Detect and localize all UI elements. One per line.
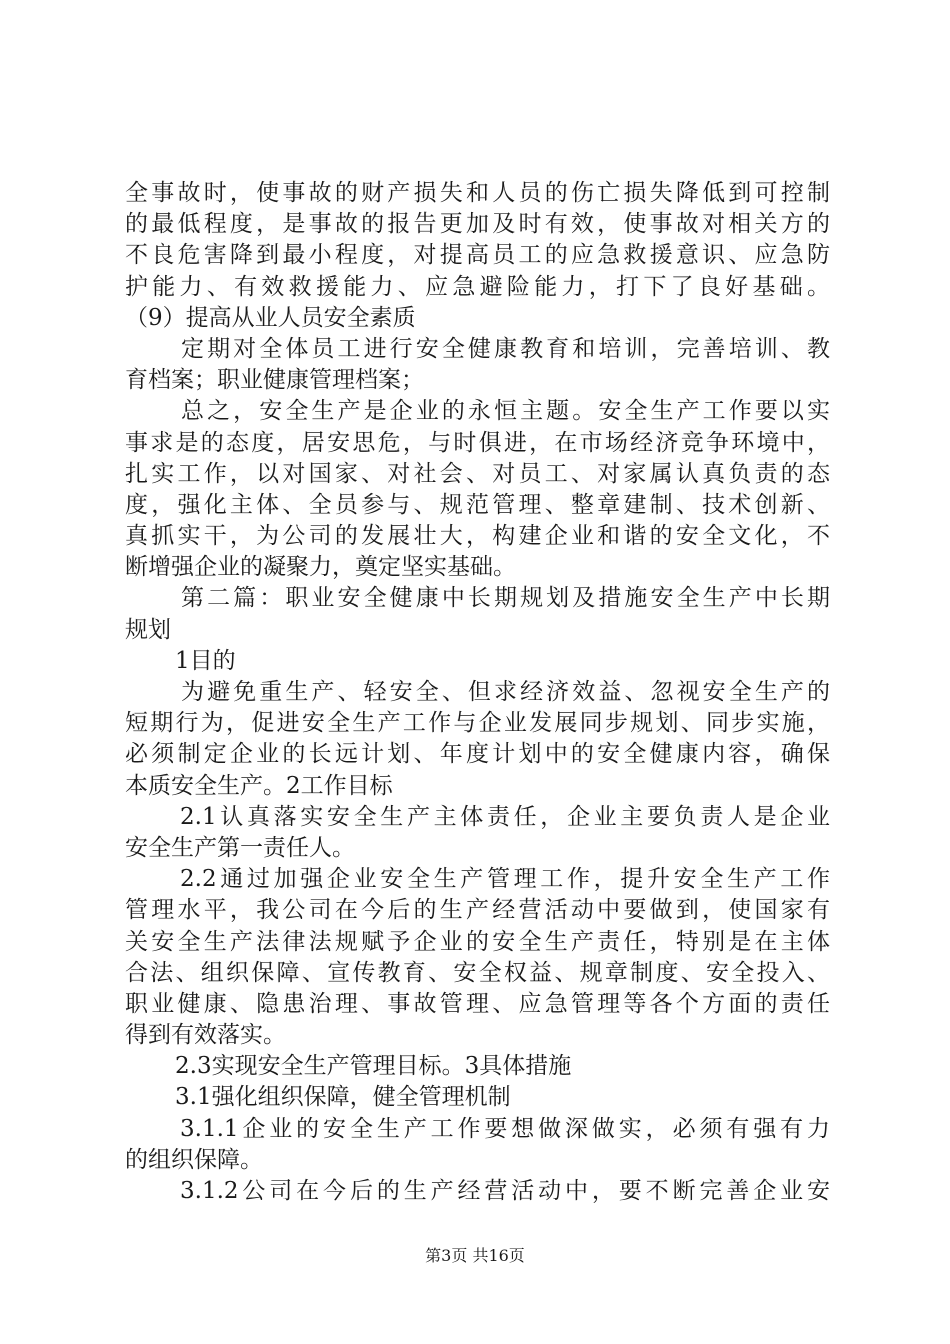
text-line: 断增强企业的凝聚力，奠定坚实基础。 bbox=[125, 554, 516, 581]
text-line: 2.1认真落实安全生产主体责任，企业主要负责人是企业 bbox=[180, 803, 830, 830]
text-line: 必须制定企业的长远计划、年度计划中的安全健康内容，确保 bbox=[125, 741, 830, 768]
text-line: 3.1.2公司在今后的生产经营活动中，要不断完善企业安 bbox=[180, 1178, 830, 1204]
text-line: 得到有效落实。 bbox=[125, 1022, 286, 1049]
text-line: 度，强化主体、全员参与、规范管理、整章建制、技术创新、 bbox=[125, 491, 830, 518]
text-line: 总之，安全生产是企业的永恒主题。安全生产工作要以实 bbox=[181, 398, 830, 425]
text-line: 事求是的态度，居安思危，与时俱进，在市场经济竞争环境中， bbox=[125, 429, 830, 456]
text-line: 为避免重生产、轻安全、但求经济效益、忽视安全生产的 bbox=[181, 679, 830, 705]
text-line: 的组织保障。 bbox=[125, 1146, 263, 1173]
chapter-heading: 第二篇：职业安全健康中长期规划及措施安全生产中长期 bbox=[181, 585, 830, 612]
text-line: 全事故时，使事故的财产损失和人员的伤亡损失降低到可控制 bbox=[125, 180, 830, 206]
text-line: 定期对全体员工进行安全健康教育和培训，完善培训、教 bbox=[181, 335, 830, 362]
chapter-heading: 规划 bbox=[125, 616, 171, 643]
text-line: 真抓实干，为公司的发展壮大，构建企业和谐的安全文化，不 bbox=[125, 523, 830, 550]
text-line: 3.1.1企业的安全生产工作要想做深做实，必须有强有力 bbox=[180, 1115, 830, 1142]
text-line: 护能力、有效救援能力、应急避险能力，打下了良好基础。 bbox=[125, 273, 830, 300]
text-line: 关安全生产法律法规赋予企业的安全生产责任，特别是在主体 bbox=[125, 928, 830, 955]
document-body bbox=[125, 178, 830, 1207]
text-line: 2.2通过加强企业安全生产管理工作，提升安全生产工作 bbox=[180, 866, 830, 893]
text-line: 职业健康、隐患治理、事故管理、应急管理等各个方面的责任 bbox=[125, 990, 830, 1017]
section-heading: 3.1强化组织保障，健全管理机制 bbox=[175, 1084, 511, 1111]
text-line: 扎实工作，以对国家、对社会、对员工、对家属认真负责的态 bbox=[125, 460, 830, 487]
text-line: 2.3实现安全生产管理目标。3具体措施 bbox=[175, 1053, 572, 1080]
text-line: 的最低程度，是事故的报告更加及时有效，使事故对相关方的 bbox=[125, 211, 830, 238]
text-line: 育档案；职业健康管理档案； bbox=[125, 367, 424, 394]
text-line: 合法、组织保障、宣传教育、安全权益、规章制度、安全投入、 bbox=[125, 959, 830, 986]
text-line: 安全生产第一责任人。 bbox=[125, 834, 355, 861]
text-line: 短期行为，促进安全生产工作与企业发展同步规划、同步实施， bbox=[125, 710, 830, 737]
section-heading: 1目的 bbox=[175, 647, 236, 674]
text-line: 不良危害降到最小程度，对提高员工的应急救援意识、应急防 bbox=[125, 242, 830, 269]
page-number: 第3页 共16页 bbox=[425, 1246, 525, 1265]
section-heading: （9）提高从业人员安全素质 bbox=[125, 304, 416, 331]
text-line: 本质安全生产。2工作目标 bbox=[125, 772, 393, 799]
page-footer bbox=[0, 1246, 950, 1266]
text-line: 管理水平，我公司在今后的生产经营活动中要做到，使国家有 bbox=[125, 897, 830, 924]
